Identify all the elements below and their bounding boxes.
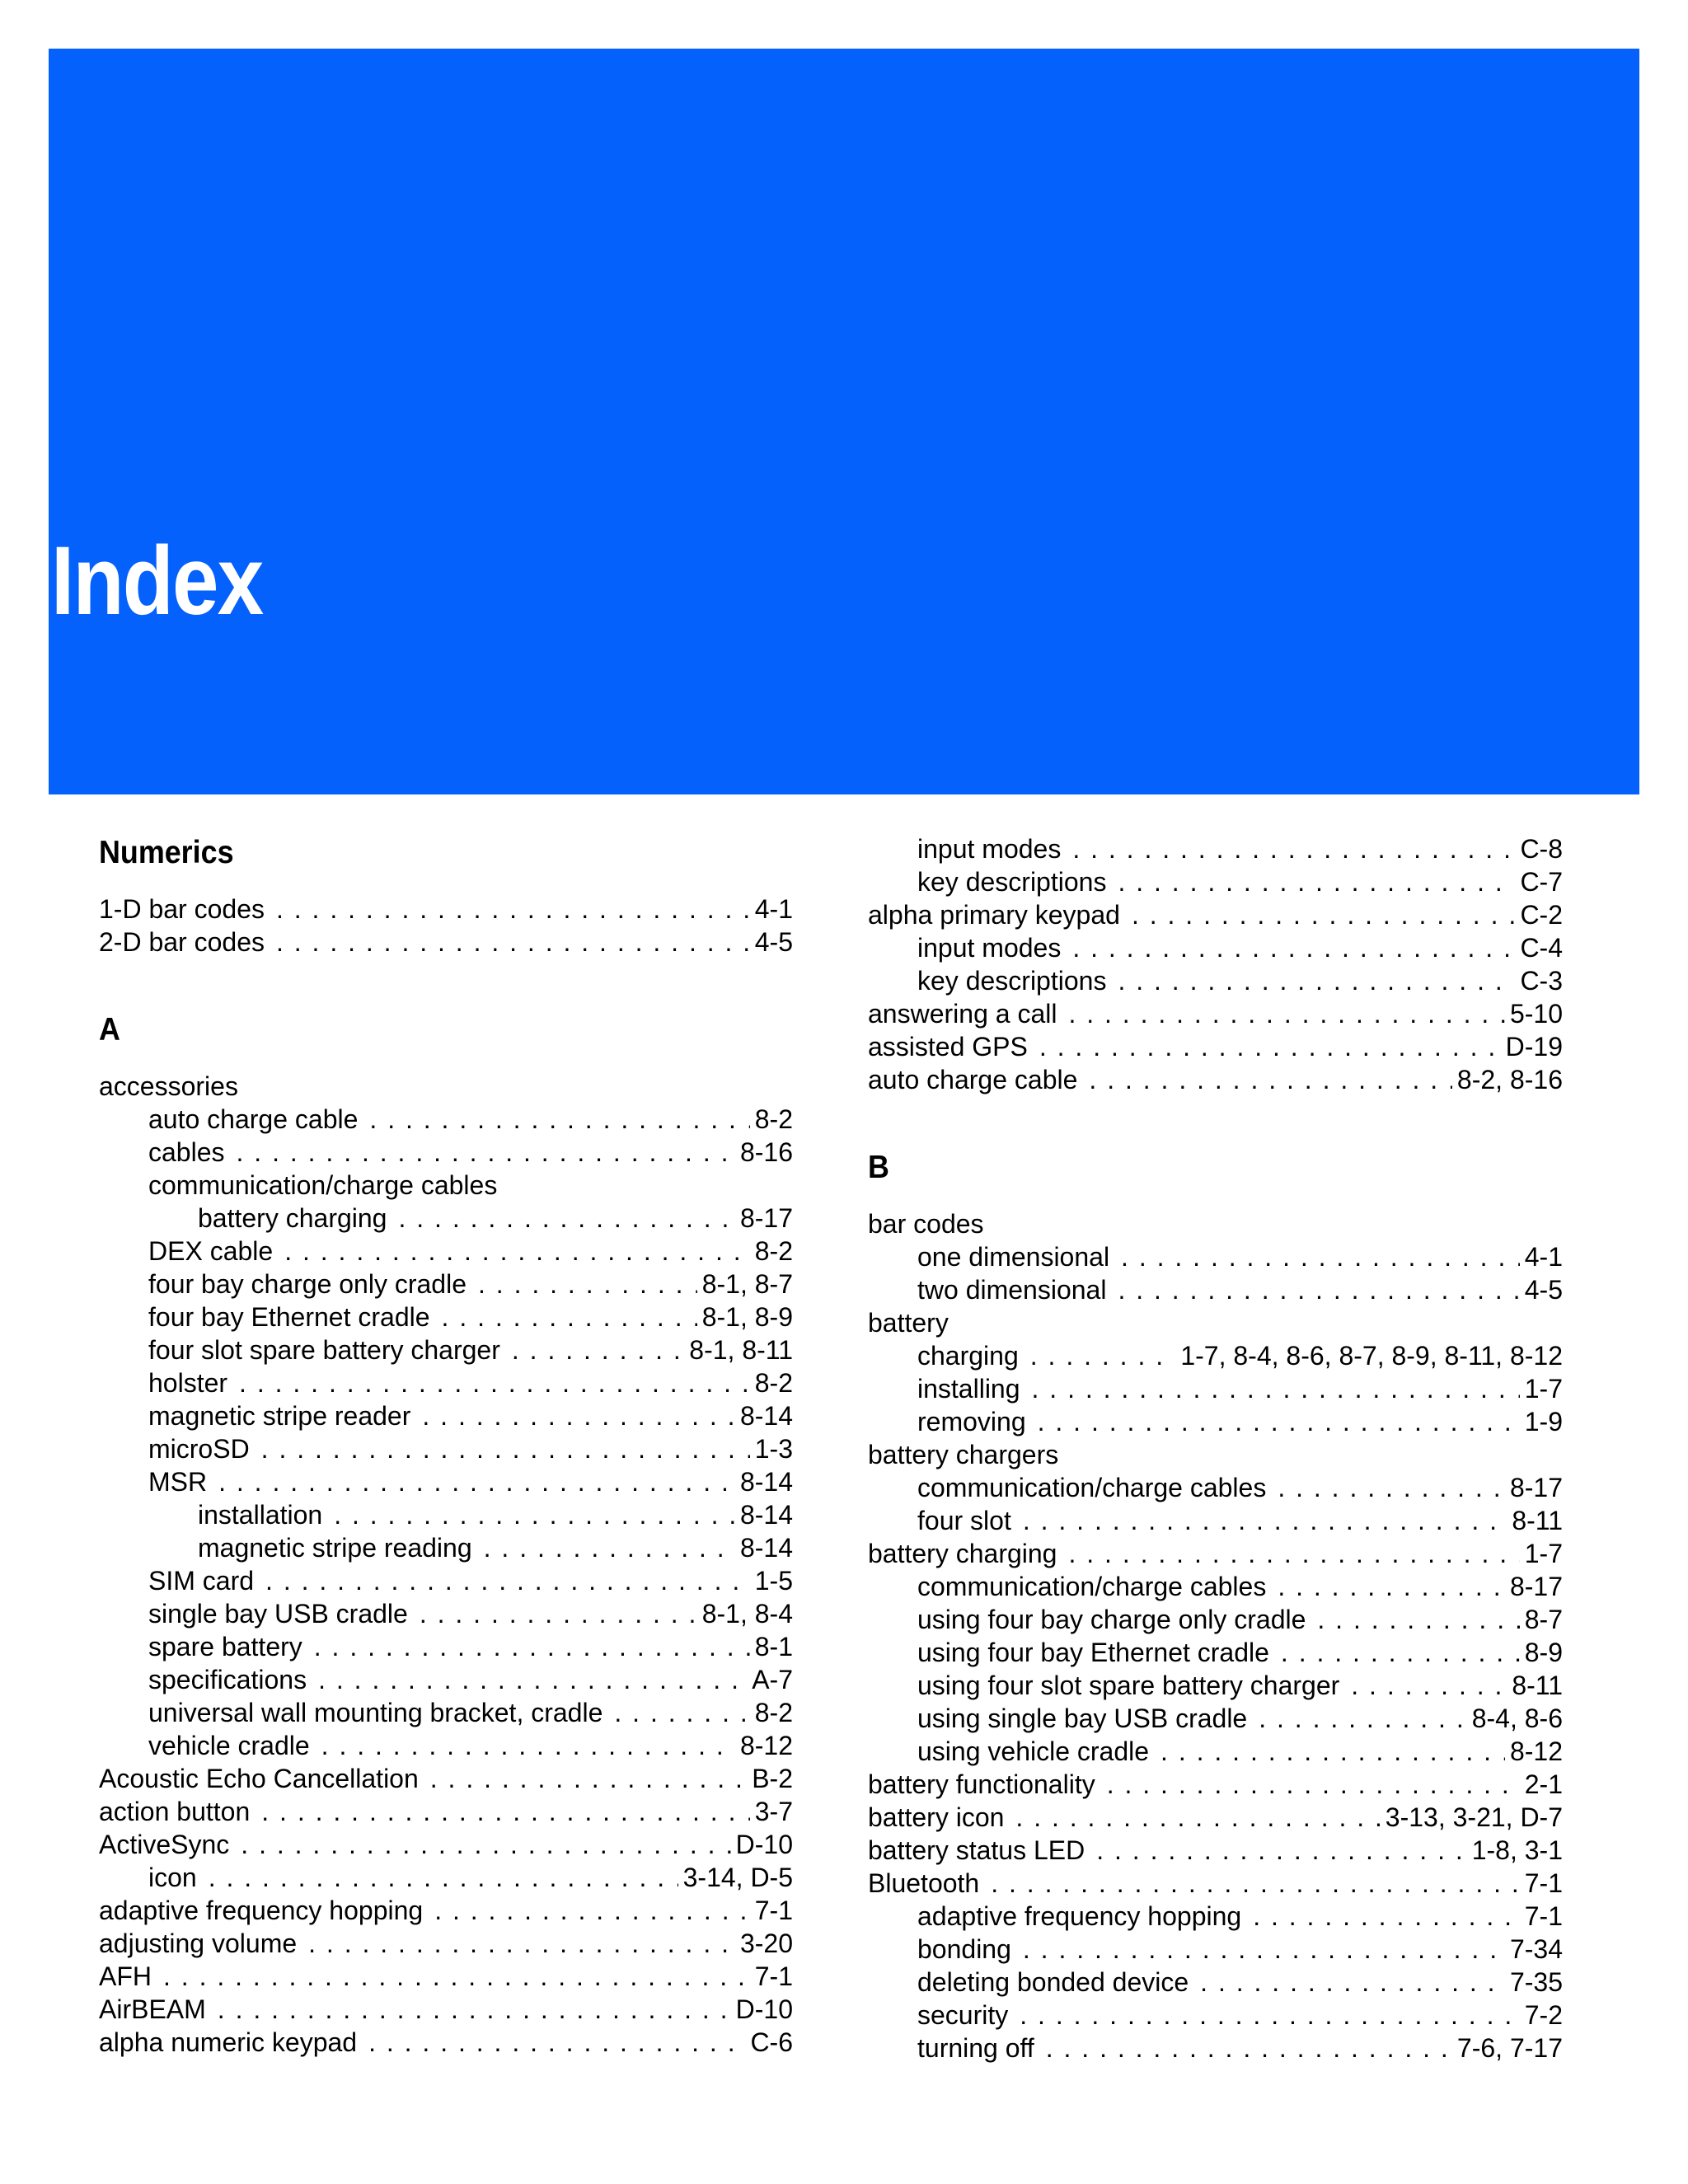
dot-leader: [1023, 1933, 1505, 1966]
index-subentry: [868, 1339, 1563, 1372]
section-heading-numerics: Numerics: [99, 835, 234, 870]
entry-pages: B-2: [752, 1764, 793, 1793]
entry-term: key descriptions: [917, 867, 1107, 897]
entry-term: holster: [148, 1368, 228, 1398]
index-entry: [99, 2026, 793, 2059]
entry-term: auto charge cable: [868, 1065, 1078, 1094]
section-heading-b: B: [868, 1150, 889, 1185]
entry-pages: 3-14, D-5: [682, 1863, 793, 1892]
dot-leader: [276, 893, 750, 926]
index-entry: [868, 1768, 1563, 1801]
entry-term: assisted GPS: [868, 1032, 1028, 1062]
dot-leader: [398, 1202, 734, 1235]
entry-pages: 8-4, 8-6: [1471, 1704, 1563, 1733]
dot-leader: [1020, 1999, 1520, 2032]
entry-term: battery charging: [868, 1539, 1057, 1568]
entry-term: magnetic stripe reader: [148, 1401, 411, 1431]
entry-term: using four bay charge only cradle: [917, 1605, 1306, 1634]
dot-leader: [614, 1696, 749, 1729]
entry-term: using four bay Ethernet cradle: [917, 1638, 1269, 1667]
entry-pages: 8-1, 8-11: [689, 1335, 793, 1365]
index-entry: [868, 1438, 1563, 1471]
entry-term: communication/charge cables: [917, 1473, 1267, 1502]
index-subentry: [868, 1471, 1563, 1504]
entry-term: bonding: [917, 1934, 1011, 1964]
dot-leader: [1068, 1537, 1519, 1570]
entry-term: adjusting volume: [99, 1929, 298, 1958]
dot-leader: [241, 1828, 730, 1861]
entry-term: four bay Ethernet cradle: [148, 1302, 430, 1332]
entry-pages: 8-14: [739, 1467, 793, 1497]
dot-leader: [1032, 1372, 1520, 1405]
index-subentry: [99, 1663, 793, 1696]
dot-leader: [284, 1235, 750, 1268]
entry-pages: 8-2: [754, 1104, 793, 1134]
entry-term: battery status LED: [868, 1835, 1085, 1865]
entry-pages: 3-13, 3-21, D-7: [1385, 1802, 1563, 1832]
entry-term: microSD: [148, 1434, 250, 1464]
entry-pages: 7-34: [1509, 1934, 1563, 1964]
entry-term: battery charging: [198, 1203, 387, 1233]
dot-leader: [1107, 1768, 1520, 1801]
index-entry: [868, 1867, 1563, 1900]
entry-term: bar codes: [868, 1209, 984, 1239]
index-subentry: [868, 2032, 1563, 2064]
index-subentry: [99, 1235, 793, 1268]
entry-term: communication/charge cables: [148, 1170, 498, 1200]
entry-pages: 8-1, 8-7: [701, 1269, 793, 1299]
dot-leader: [1068, 997, 1505, 1030]
entry-pages: 8-14: [739, 1401, 793, 1431]
index-subentry: [868, 865, 1563, 898]
entry-pages: 8-12: [739, 1731, 793, 1760]
entry-term: two dimensional: [917, 1275, 1107, 1305]
dot-leader: [1278, 1471, 1505, 1504]
entry-term: battery functionality: [868, 1769, 1095, 1799]
dot-leader: [218, 1465, 735, 1498]
index-subentry: [99, 1696, 793, 1729]
entry-term: installing: [917, 1374, 1020, 1404]
dot-leader: [1200, 1966, 1505, 1999]
index-subentry: [868, 1669, 1563, 1702]
index-subentry: [99, 1465, 793, 1498]
dot-leader: [484, 1531, 735, 1564]
index-subentry: [99, 1630, 793, 1663]
index-subentry: [99, 1861, 793, 1894]
entry-term: battery: [868, 1308, 949, 1338]
entry-term: battery chargers: [868, 1440, 1059, 1469]
entry-term: adaptive frequency hopping: [99, 1896, 424, 1925]
index-subentry: [99, 1169, 793, 1202]
dot-leader: [1121, 1240, 1520, 1273]
entry-term: removing: [917, 1407, 1026, 1436]
index-entry: [99, 1993, 793, 2026]
entry-term: ActiveSync: [99, 1830, 230, 1859]
index-entry: [868, 1834, 1563, 1867]
index-subentry: [868, 832, 1563, 865]
dot-leader: [1046, 2032, 1452, 2064]
index-subentry: [868, 1240, 1563, 1273]
index-subentry: [868, 1999, 1563, 2032]
entry-term: Bluetooth: [868, 1868, 980, 1898]
index-subentry: [868, 1900, 1563, 1933]
index-subentry: [868, 1570, 1563, 1603]
entry-pages: 8-11: [1512, 1671, 1563, 1700]
index-subentry: [868, 1504, 1563, 1537]
dot-leader: [368, 2026, 745, 2059]
entry-term: specifications: [148, 1665, 307, 1694]
index-subentry: [868, 1966, 1563, 1999]
dot-leader: [1351, 1669, 1507, 1702]
entry-term: DEX cable: [148, 1236, 274, 1266]
entry-term: key descriptions: [917, 966, 1107, 996]
entry-pages: 7-2: [1524, 2000, 1563, 2030]
page-title: Index: [51, 527, 263, 635]
entry-term: 1-D bar codes: [99, 894, 265, 924]
index-entry: [99, 1927, 793, 1960]
entry-term: four bay charge only cradle: [148, 1269, 467, 1299]
entry-term: vehicle cradle: [148, 1731, 310, 1760]
entry-pages: C-2: [1520, 900, 1563, 930]
entry-term: communication/charge cables: [917, 1572, 1267, 1601]
entry-term: magnetic stripe reading: [198, 1533, 472, 1563]
dot-leader: [430, 1762, 747, 1795]
index-entry: [99, 1762, 793, 1795]
index-subentry: [99, 1399, 793, 1432]
entry-term: installation: [198, 1500, 323, 1530]
index-subsubentry: [99, 1202, 793, 1235]
entry-pages: C-6: [750, 2027, 793, 2057]
entry-pages: D-19: [1505, 1032, 1563, 1062]
entry-term: auto charge cable: [148, 1104, 359, 1134]
index-subentry: [99, 1597, 793, 1630]
dot-leader: [237, 1136, 735, 1169]
entry-pages: 1-9: [1524, 1407, 1563, 1436]
entry-term: security: [917, 2000, 1009, 2030]
index-entry: [99, 1894, 793, 1927]
index-entry: [99, 1070, 793, 1103]
entry-pages: 8-1, 8-4: [701, 1599, 793, 1629]
entry-pages: A-7: [752, 1665, 793, 1694]
entry-pages: 1-5: [754, 1566, 793, 1596]
index-entry: [99, 926, 793, 958]
entry-pages: D-10: [735, 1994, 793, 2024]
dot-leader: [261, 1795, 750, 1828]
dot-leader: [434, 1894, 750, 1927]
entry-pages: 8-17: [1509, 1473, 1563, 1502]
dot-leader: [512, 1333, 684, 1366]
entry-pages: C-8: [1520, 834, 1563, 864]
dot-leader: [1030, 1339, 1176, 1372]
entry-pages: 3-7: [754, 1797, 793, 1826]
dot-leader: [1089, 1063, 1452, 1096]
index-subentry: [868, 1735, 1563, 1768]
index-subentry: [868, 1372, 1563, 1405]
entry-pages: 3-20: [739, 1929, 793, 1958]
index-subentry: [868, 1933, 1563, 1966]
section-heading-a: A: [99, 1012, 120, 1047]
dot-leader: [321, 1729, 735, 1762]
dot-leader: [1072, 931, 1515, 964]
entry-term: turning off: [917, 2033, 1034, 2063]
dot-leader: [276, 926, 750, 958]
entry-pages: 7-35: [1509, 1967, 1563, 1997]
index-subentry: [868, 964, 1563, 997]
entry-pages: 7-1: [754, 1961, 793, 1991]
index-column-right: [868, 832, 1563, 2064]
entry-pages: 8-2, 8-16: [1456, 1065, 1563, 1094]
entry-pages: 4-5: [1524, 1275, 1563, 1305]
dot-leader: [422, 1399, 735, 1432]
entry-pages: 8-2: [754, 1698, 793, 1727]
dot-leader: [239, 1366, 750, 1399]
entry-pages: 8-11: [1512, 1506, 1563, 1535]
entry-pages: 8-2: [754, 1236, 793, 1266]
entry-pages: C-7: [1520, 867, 1563, 897]
entry-term: four slot: [917, 1506, 1011, 1535]
entry-term: action button: [99, 1797, 251, 1826]
dot-leader: [420, 1597, 697, 1630]
dot-leader: [1160, 1735, 1505, 1768]
entry-term: charging: [917, 1341, 1019, 1371]
dot-leader: [442, 1301, 697, 1333]
index-subentry: [99, 1729, 793, 1762]
dot-leader: [163, 1960, 750, 1993]
dot-leader: [334, 1498, 735, 1531]
index-subentry: [868, 1636, 1563, 1669]
index-subentry: [99, 1564, 793, 1597]
entry-pages: C-4: [1520, 933, 1563, 963]
entry-term: SIM card: [148, 1566, 255, 1596]
dot-leader: [1039, 1030, 1501, 1063]
dot-leader: [1278, 1570, 1505, 1603]
entry-pages: 4-1: [754, 894, 793, 924]
index-entry: [868, 898, 1563, 931]
index-entry: [868, 1063, 1563, 1096]
entry-pages: 7-1: [1524, 1868, 1563, 1898]
index-entry: [99, 1828, 793, 1861]
entry-term: answering a call: [868, 999, 1057, 1029]
index-entry: [868, 1801, 1563, 1834]
entry-term: cables: [148, 1137, 225, 1167]
index-subsubentry: [99, 1531, 793, 1564]
index-entry: [868, 1306, 1563, 1339]
entry-term: one dimensional: [917, 1242, 1110, 1272]
index-subentry: [868, 931, 1563, 964]
entry-term: Acoustic Echo Cancellation: [99, 1764, 419, 1793]
entry-term: using single bay USB cradle: [917, 1704, 1248, 1733]
entry-term: using vehicle cradle: [917, 1736, 1150, 1766]
index-subentry: [99, 1432, 793, 1465]
dot-leader: [1253, 1900, 1520, 1933]
entry-pages: 8-16: [739, 1137, 793, 1167]
title-banner: [49, 49, 1639, 794]
dot-leader: [1015, 1801, 1380, 1834]
entry-pages: 8-12: [1509, 1736, 1563, 1766]
entry-pages: 4-1: [1524, 1242, 1563, 1272]
index-subentry: [99, 1103, 793, 1136]
entry-pages: 7-6, 7-17: [1456, 2033, 1563, 2063]
index-subentry: [868, 1702, 1563, 1735]
dot-leader: [1259, 1702, 1467, 1735]
dot-leader: [1118, 964, 1515, 997]
entry-pages: 2-1: [1524, 1769, 1563, 1799]
dot-leader: [1118, 865, 1515, 898]
entry-pages: 5-10: [1509, 999, 1563, 1029]
dot-leader: [1118, 1273, 1519, 1306]
dot-leader: [991, 1867, 1520, 1900]
dot-leader: [218, 1993, 731, 2026]
entry-term: input modes: [917, 933, 1062, 963]
entry-pages: 8-7: [1524, 1605, 1563, 1634]
entry-pages: 8-1, 8-9: [701, 1302, 793, 1332]
index-entry: [868, 1207, 1563, 1240]
index-entry: [868, 997, 1563, 1030]
dot-leader: [1072, 832, 1515, 865]
index-subentry: [99, 1136, 793, 1169]
dot-leader: [1132, 898, 1516, 931]
dot-leader: [209, 1861, 678, 1894]
entry-pages: 7-1: [1524, 1901, 1563, 1931]
entry-term: AirBEAM: [99, 1994, 206, 2024]
index-entry: [99, 1795, 793, 1828]
index-entry: [868, 1030, 1563, 1063]
entry-term: AFH: [99, 1961, 152, 1991]
entry-pages: 8-1: [754, 1632, 793, 1661]
dot-leader: [1023, 1504, 1507, 1537]
dot-leader: [1317, 1603, 1519, 1636]
index-column-left: [99, 832, 793, 2059]
dot-leader: [369, 1103, 749, 1136]
dot-leader: [1038, 1405, 1520, 1438]
index-subentry: [868, 1405, 1563, 1438]
index-subentry: [99, 1301, 793, 1333]
entry-term: single bay USB cradle: [148, 1599, 408, 1629]
entry-term: icon: [148, 1863, 197, 1892]
entry-term: deleting bonded device: [917, 1967, 1189, 1997]
entry-term: input modes: [917, 834, 1062, 864]
dot-leader: [1096, 1834, 1466, 1867]
entry-pages: 8-14: [739, 1500, 793, 1530]
entry-term: spare battery: [148, 1632, 302, 1661]
entry-pages: 8-2: [754, 1368, 793, 1398]
entry-term: MSR: [148, 1467, 208, 1497]
entry-term: alpha primary keypad: [868, 900, 1120, 930]
index-subentry: [99, 1366, 793, 1399]
entry-pages: 7-1: [754, 1896, 793, 1925]
entry-pages: 1-7: [1524, 1374, 1563, 1404]
entry-term: battery icon: [868, 1802, 1005, 1832]
dot-leader: [308, 1927, 735, 1960]
dot-leader: [261, 1432, 750, 1465]
entry-pages: 1-3: [754, 1434, 793, 1464]
entry-term: using four slot spare battery charger: [917, 1671, 1340, 1700]
entry-term: universal wall mounting bracket, cradle: [148, 1698, 603, 1727]
index-subentry: [99, 1268, 793, 1301]
dot-leader: [265, 1564, 750, 1597]
entry-term: four slot spare battery charger: [148, 1335, 500, 1365]
entry-term: alpha numeric keypad: [99, 2027, 358, 2057]
dot-leader: [1281, 1636, 1520, 1669]
entry-pages: 4-5: [754, 927, 793, 957]
entry-pages: 1-7: [1524, 1539, 1563, 1568]
dot-leader: [318, 1663, 747, 1696]
index-subentry: [868, 1273, 1563, 1306]
index-subentry: [99, 1333, 793, 1366]
dot-leader: [314, 1630, 750, 1663]
entry-pages: 8-17: [739, 1203, 793, 1233]
entry-term: 2-D bar codes: [99, 927, 265, 957]
index-entry: [868, 1537, 1563, 1570]
index-entry: [99, 1960, 793, 1993]
index-entry: [99, 893, 793, 926]
entry-term: accessories: [99, 1071, 238, 1101]
index-subsubentry: [99, 1498, 793, 1531]
entry-pages: C-3: [1520, 966, 1563, 996]
entry-term: adaptive frequency hopping: [917, 1901, 1242, 1931]
entry-pages: 8-14: [739, 1533, 793, 1563]
entry-pages: 8-17: [1509, 1572, 1563, 1601]
entry-pages: 1-8, 3-1: [1471, 1835, 1563, 1865]
entry-pages: D-10: [735, 1830, 793, 1859]
index-subentry: [868, 1603, 1563, 1636]
entry-pages: 8-9: [1524, 1638, 1563, 1667]
dot-leader: [478, 1268, 697, 1301]
entry-pages: 1-7, 8-4, 8-6, 8-7, 8-9, 8-11, 8-12: [1180, 1341, 1563, 1371]
